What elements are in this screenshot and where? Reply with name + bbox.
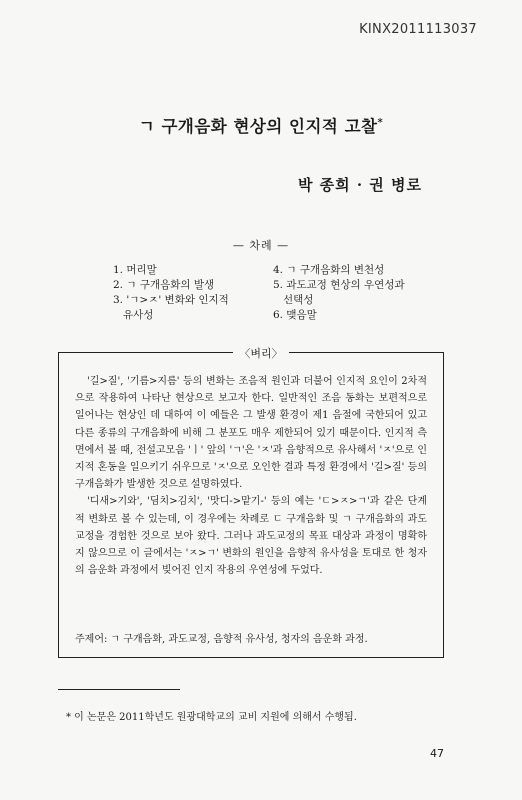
abstract-paragraph: '디새>기와', '딤치>김치', '맛디->맡기-' 등의 예는 'ㄷ>ㅈ>ㄱ'과 같은 단계적 변화로 볼 수 있는데, 이 경우에는 차례로 ㄷ 구개음화 및 ㄱ 구개음화의 과도교정을 경험한 것으로 보아 왔다. 그러나 과도교정의 목표 대상과 과정이 명확하지 않으므로 이 글에서는 'ㅈ>ㄱ' 변화의 원인을 음향적 유사성을 토대로 한 청자의 음운화 과정에서 빚어진 인지 작용의 우연성에 두었다.: [75, 496, 427, 577]
paper-title: [0, 113, 522, 137]
toc-right-column: [273, 263, 443, 323]
toc-heading: — 차례 —: [232, 239, 290, 252]
keywords: 주제어: ㄱ 구개음화, 과도교정, 음향적 유사성, 청자의 음운화 과정.: [75, 634, 368, 645]
toc-item: 2. ㄱ 구개음화의 발생: [113, 279, 215, 291]
abstract-body: [75, 373, 427, 579]
abstract-paragraph: '길>질', '기름>지름' 등의 변화는 조음적 원인과 더불어 인지적 요인이 2차적으로 작용하여 나타난 현상으로 보고자 한다. 일반적인 조음 동화는 보편적으로 일어나는 현상인 데 대하여 이 예들은 그 발생 환경이 제1 음절에 국한되어 있고 다른 종류의 구개음화에 비해 그 분포도 매우 제한되어 있기 때문이다. 인지적 측면에서 볼 때, 전설고모음 'ㅣ' 앞의 'ㄱ'은 'ㅈ'과 음향적으로 유사해서 'ㅈ'으로 인지적 혼동을 일으키기 쉬우므로 'ㅈ'으로 오인한 결과 특정 환경에서 '길>질' 등의 구개음화가 발생한 것으로 설명하였다.: [75, 376, 427, 491]
abstract-label-text: 〈벼리〉: [233, 347, 288, 360]
footnote: * 이 논문은 2011학년도 원광대학교의 교비 지원에 의해서 수행됨.: [66, 712, 357, 723]
toc-left-column: [113, 263, 263, 323]
toc-item: 3. 'ㄱ>ㅈ' 변화와 인지적: [113, 294, 229, 306]
page-number: 47: [430, 747, 444, 760]
toc-item: 4. ㄱ 구개음화의 변천성: [273, 264, 385, 276]
toc-item: 유사성: [123, 309, 154, 321]
toc-item: 1. 머리말: [113, 264, 157, 276]
authors: 박 종희 · 권 병로: [297, 176, 422, 194]
title-footnote-mark: *: [377, 117, 384, 129]
toc-item: 5. 과도교정 현상의 우연성과: [273, 279, 405, 291]
toc-item: 6. 맺음말: [273, 309, 317, 321]
document-id: KINX2011113037: [359, 22, 477, 37]
title-text: ㄱ 구개음화 현상의 인지적 고찰: [138, 117, 378, 136]
toc-item: 선택성: [283, 294, 314, 306]
abstract-label: [0, 345, 522, 361]
footnote-divider: [58, 689, 180, 690]
